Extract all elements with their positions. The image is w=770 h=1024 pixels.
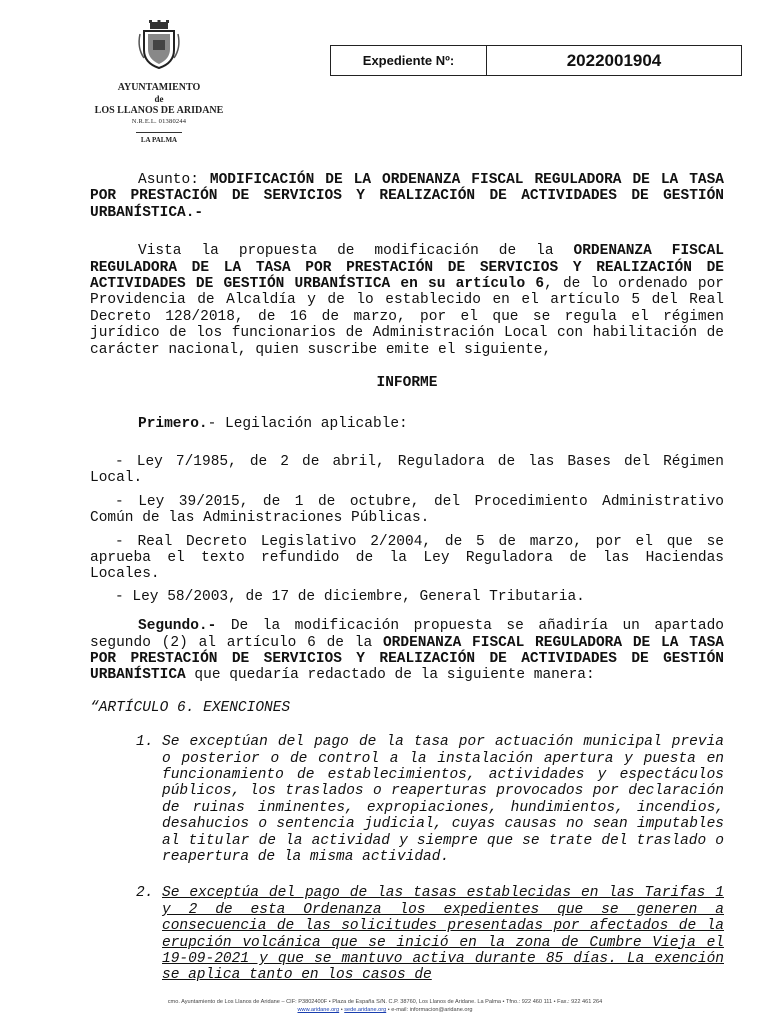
page-footer	[0, 998, 770, 1014]
org-name-line1: AYUNTAMIENTO	[117, 82, 201, 93]
divider	[136, 132, 182, 133]
asunto-paragraph	[90, 172, 724, 221]
website-link[interactable]: www.aridane.org	[297, 1007, 340, 1013]
informe-title-text: INFORME	[376, 375, 438, 392]
law-item: - Real Decreto Legislativo 2/2004, de 5 de marzo, por el que se aprueba el texto refundido de la Ley Reguladora de las Haciendas Locales.	[90, 533, 724, 583]
law-item: - Ley 58/2003, de 17 de diciembre, General Tributaria.	[115, 588, 585, 605]
article-title: “ARTÍCULO 6. EXENCIONES	[90, 699, 291, 716]
expediente-number: 2022001904	[566, 50, 662, 70]
intro-text-2: , de lo ordenado por Providencia de Alcaldía y de lo establecido en el artículo 5 del Real Decreto 128/2018, de 16 de marzo, por el que se regula el régimen jurídico de los funcionarios de Administración Local con habilitación de carácter nacional, quien suscribe emite el siguiente,	[90, 276, 724, 358]
document-body	[90, 172, 724, 984]
segundo-text-bold: ORDENANZA FISCAL REGULADORA DE LA TASA POR PRESTACIÓN DE SERVICIOS Y REALIZACIÓN DE ACTIVIDADES DE GESTIÓN URBANÍSTICA	[90, 634, 724, 684]
article-item-number: 1.	[136, 734, 154, 751]
intro-paragraph	[90, 243, 724, 358]
org-nrel: N.R.E.L. 01380244	[131, 118, 187, 125]
org-name-line3: LOS LLANOS DE ARIDANE	[94, 105, 224, 116]
law-item: - Ley 39/2015, de 1 de octubre, del Procedimiento Administrativo Común de las Administraciones Públicas.	[90, 493, 724, 527]
article-item	[90, 734, 724, 865]
footer-address: cmo. Ayuntamiento de Los Llanos de Aridane – CIF: P3802400F • Plaza de España S/N. C.P. 38760, Los Llanos de Aridane. La Palma • Tfno.: 922 460 111 • Fax.: 922 461 264	[167, 999, 603, 1005]
segundo-paragraph	[90, 618, 724, 684]
org-island: LA PALMA	[140, 136, 178, 144]
article-item-text: Se exceptúa del pago de las tasas establecidas en las Tarifas 1 y 2 de esta Ordenanza los expedientes que se generen a consecuencia de las solicitudes presentadas por afectados de la erupción volcánica que se inició en la zona de Cumbre Vieja el 19-09-2021 y que se mantuvo activa durante 85 días. La exención se aplica tanto en los casos de	[162, 885, 724, 984]
law-item: - Ley 7/1985, de 2 de abril, Reguladora de las Bases del Régimen Local.	[90, 453, 724, 487]
article-item	[90, 885, 724, 983]
footer-separator: •	[339, 1007, 345, 1013]
article-item-text: Se exceptúan del pago de la tasa por actuación municipal previa o posterior o de control a la instalación apertura y puesta en funcionamiento de establecimientos, actividades y espectáculos públicos, los traslados o reaperturas provocados por declaración de ruinas inminentes, expropiaciones, hundimientos, incendios, desahucios o sentencia judicial, cuyas causas no sean imputables al titular de la actividad y siempre que se trate del traslado o reapertura de la misma actividad.	[162, 734, 724, 865]
primero-text: - Legilación aplicable:	[207, 416, 408, 433]
article-item-number: 2.	[136, 885, 154, 902]
expediente-label: Expediente Nº:	[331, 46, 487, 75]
segundo-label: Segundo.-	[138, 618, 217, 635]
segundo-text-2: que quedaría redactado de la siguiente manera:	[185, 667, 595, 684]
footer-links	[0, 1006, 770, 1014]
org-name-line2: de	[154, 94, 164, 104]
informe-title	[90, 375, 724, 391]
primero-paragraph	[90, 416, 724, 432]
organization-block	[80, 82, 238, 145]
footer-email: • e-mail: informacion@aridane.org	[386, 1007, 473, 1013]
expediente-box	[330, 45, 742, 76]
intro-text-1: Vista la propuesta de modificación de la	[138, 243, 574, 260]
primero-label: Primero.	[138, 416, 208, 433]
asunto-text: MODIFICACIÓN DE LA ORDENANZA FISCAL REGULADORA DE LA TASA POR PRESTACIÓN DE SERVICIOS Y REALIZACIÓN DE ACTIVIDADES DE GESTIÓN URBANÍSTICA.-	[90, 172, 724, 221]
laws-list	[90, 454, 724, 605]
intro-text-bold: ORDENANZA FISCAL REGULADORA DE LA TASA POR PRESTACIÓN DE SERVICIOS Y REALIZACIÓN DE ACTIVIDADES DE GESTIÓN URBANÍSTICA en su artículo 6	[90, 243, 724, 293]
segundo-text-1: De la modificación propuesta se añadiría un apartado segundo (2) al artículo 6 de la	[90, 618, 724, 651]
article-list	[90, 734, 724, 984]
coat-of-arms-logo	[136, 20, 182, 70]
sede-link[interactable]: sede.aridane.org	[344, 1007, 387, 1013]
asunto-label: Asunto:	[138, 172, 199, 188]
